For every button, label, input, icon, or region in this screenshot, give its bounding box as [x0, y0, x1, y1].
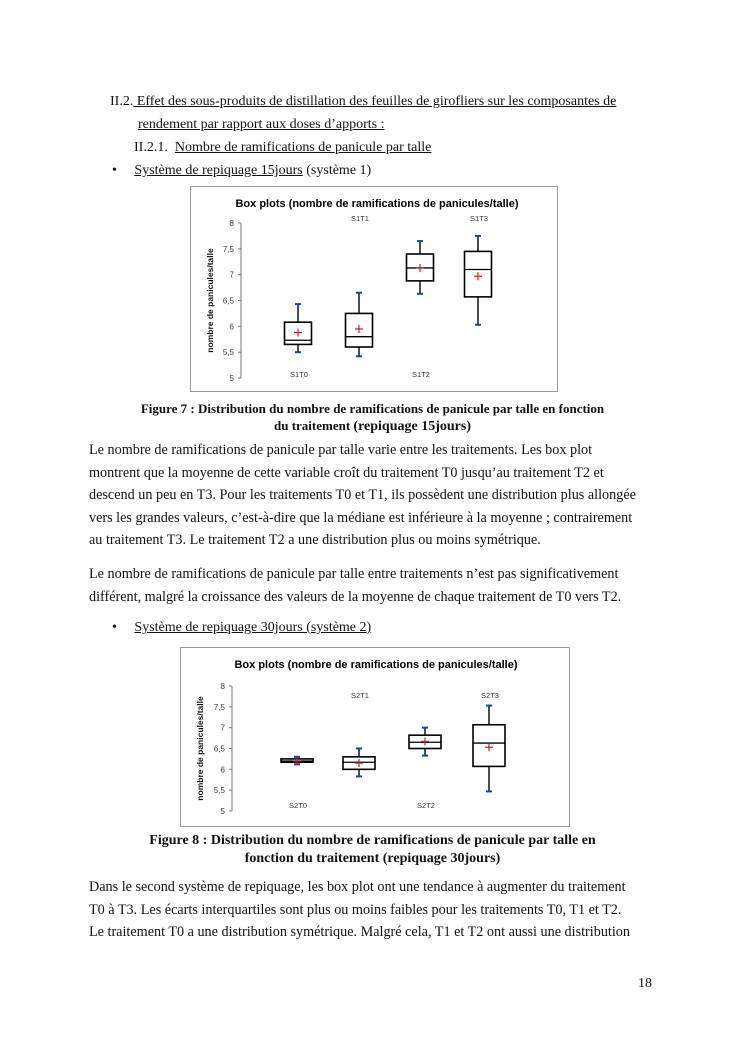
section-number: II.2.	[110, 94, 134, 109]
bullet1-underlined: Système de repiquage 15jours	[134, 163, 303, 178]
figure-8-caption	[100, 832, 645, 868]
y-tick-label: 7	[220, 723, 225, 733]
subsection-title: Nombre de ramifications de panicule par talle	[174, 140, 432, 155]
paragraph-1-line: montrent que la moyenne de cette variable croît du traitement T0 jusqu’au traitement T2 et	[89, 464, 604, 481]
y-tick-label: 6,5	[222, 296, 234, 306]
paragraph-1-line: au traitement T3. Le traitement T2 a une distribution plus ou moins symétrique.	[89, 532, 541, 549]
bullet1-rest: (système 1)	[302, 163, 372, 178]
paragraph-2	[89, 563, 656, 608]
figure-7-caption	[100, 400, 645, 435]
section-heading	[110, 91, 616, 113]
bullet-icon: •	[112, 163, 117, 178]
y-tick-label: 5	[229, 374, 234, 383]
subsection-heading	[134, 137, 431, 159]
y-tick-label: 7,5	[213, 702, 225, 712]
page-number: 18	[638, 976, 652, 991]
category-label: S2T1	[351, 691, 369, 700]
paragraph-2-line: différent, malgré la croissance des valeurs de la moyenne de chaque traitement de T0 vers T2.	[89, 588, 622, 605]
chart-title: Box plots (nombre de ramifications de panicules/talle)	[235, 198, 519, 210]
bullet-item-30jours	[112, 617, 371, 639]
paragraph-3	[89, 876, 656, 944]
y-axis-label: nombre de panicules/talle	[205, 248, 215, 353]
paragraph-3-line: Le traitement T0 a une distribution symétrique. Malgré cela, T1 et T2 ont aussi une distribution	[89, 924, 630, 941]
paragraph-1	[89, 439, 656, 552]
figure-8-caption-line1: Figure 8 : Distribution du nombre de ramifications de panicule par talle en	[149, 833, 596, 848]
chart-figure-7	[190, 186, 558, 392]
y-tick-label: 6	[220, 765, 225, 775]
category-label: S2T0	[289, 801, 307, 810]
category-label: S1T0	[290, 370, 308, 379]
bullet-item-15jours	[112, 160, 371, 182]
boxplot-chart-30jours	[181, 648, 569, 826]
paragraph-1-line: Le nombre de ramifications de panicule par talle varie entre les traitements. Les box plot	[89, 442, 593, 458]
category-label: S2T2	[417, 801, 435, 810]
category-label: S1T1	[351, 214, 369, 223]
section-title-line1: Effet des sous-produits de distillation des feuilles de girofliers sur les composantes de	[133, 94, 617, 109]
y-tick-label: 8	[229, 219, 234, 228]
paragraph-1-line: vers les grandes valeurs, c’est-à-dire que la médiane est inférieure à la moyenne ; contrairement	[89, 509, 633, 526]
section-title-line2: rendement par rapport aux doses d’apports :	[138, 117, 385, 132]
y-tick-label: 7,5	[222, 244, 234, 254]
figure-7-caption-line2-a: du traitement	[273, 418, 354, 433]
paragraph-3-line: T0 à T3. Les écarts interquartiles sont plus ou moins faibles pour les traitements T0, T1 et T2.	[89, 901, 622, 918]
y-tick-label: 7	[229, 270, 234, 280]
figure-7-caption-line2	[100, 417, 645, 435]
y-tick-label: 5	[220, 807, 225, 816]
boxplot-chart-15jours	[191, 187, 557, 391]
category-label: S1T3	[470, 214, 488, 223]
y-tick-label: 5,5	[213, 786, 225, 796]
paragraph-3-line: Dans le second système de repiquage, les box plot ont une tendance à augmenter du traitement	[89, 879, 626, 895]
figure-7-caption-line2-b: (repiquage 15jours)	[353, 419, 471, 434]
chart-title: Box plots (nombre de ramifications de panicules/talle)	[234, 659, 518, 671]
subsection-number: II.2.1.	[134, 140, 168, 155]
figure-8-caption-line2: fonction du traitement (repiquage 30jours)	[244, 851, 501, 866]
y-axis-label: nombre de panicules/talle	[195, 696, 205, 801]
category-label: S2T3	[481, 691, 499, 700]
figure-7-caption-line1: Figure 7 : Distribution du nombre de ramifications de panicule par talle en fonction	[140, 401, 605, 416]
chart-figure-8	[180, 647, 570, 827]
y-tick-label: 8	[220, 682, 225, 691]
y-tick-label: 5,5	[222, 348, 234, 358]
bullet-icon: •	[112, 620, 117, 635]
y-tick-label: 6,5	[213, 744, 225, 754]
category-label: S1T2	[412, 370, 430, 379]
paragraph-2-line: Le nombre de ramifications de panicule par talle entre traitements n’est pas significativement	[89, 566, 619, 582]
y-tick-label: 6	[229, 322, 234, 332]
paragraph-1-line: descend un peu en T3. Pour les traitements T0 et T1, ils possèdent une distribution plus allongée	[89, 487, 636, 504]
bullet2-underlined: Système de repiquage 30jours (système 2)	[134, 620, 372, 635]
